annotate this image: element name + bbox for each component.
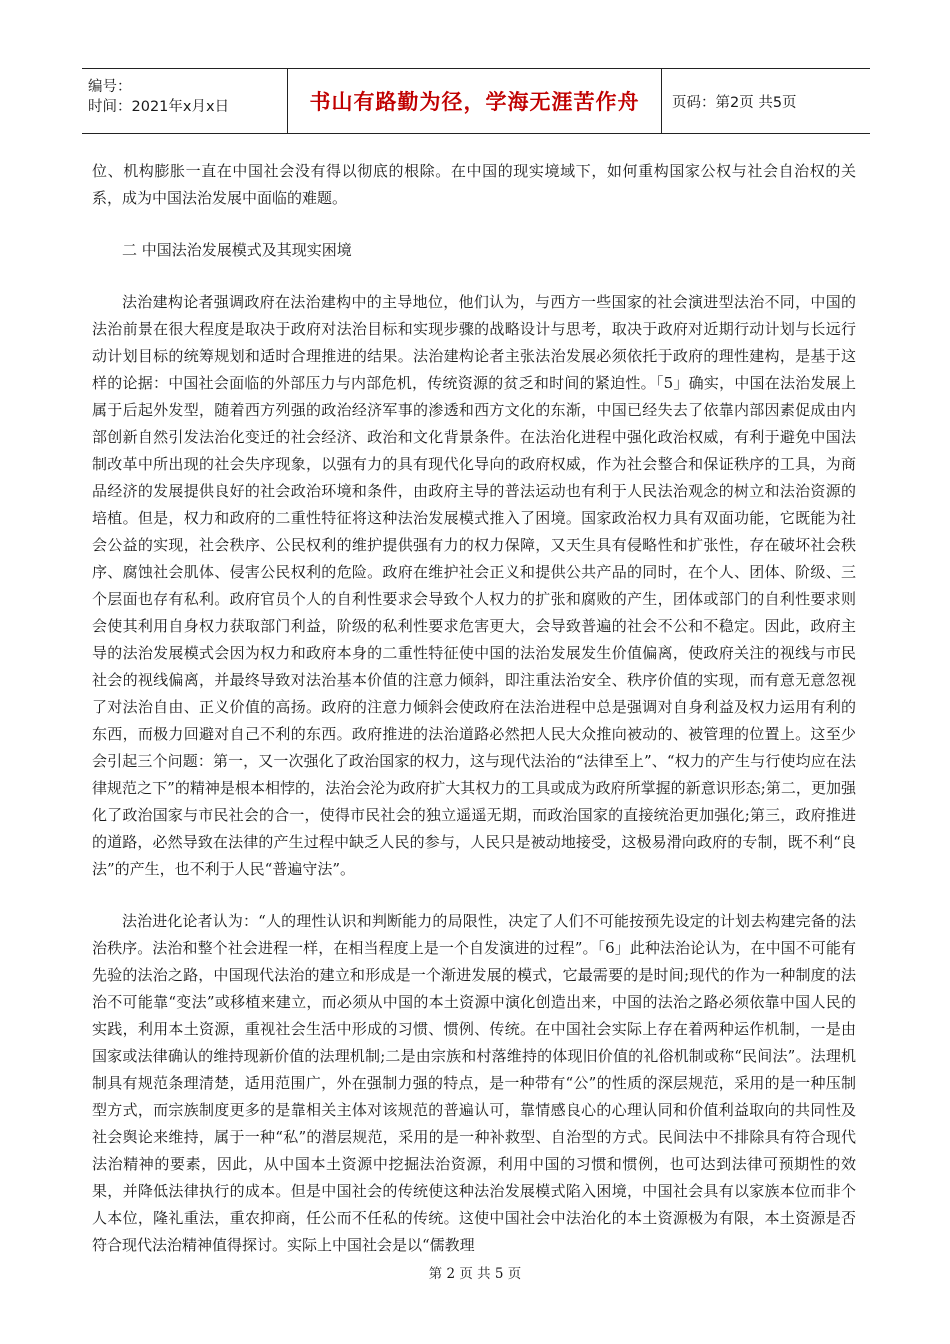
document-number-label: 编号：: [88, 79, 132, 95]
paragraph-continued: 位、机构膨胀一直在中国社会没有得以彻底的根除。在中国的现实境域下，如何重构国家公权与社会自治权的关系，成为中国法治发展中面临的难题。: [92, 162, 856, 207]
header-meta: [82, 69, 287, 133]
paragraph: 法治建构论者强调政府在法治建构中的主导地位，他们认为，与西方一些国家的社会演进型法治不同，中国的法治前景在很大程度是取决于政府对法治目标和实现步骤的战略设计与思考，取决于政府对近期行动计划与长远行动计划目标的统筹规划和适时合理推进的结果。法治建构论者主张法治发展必须依托于政府的理性建构，是基于这样的论据：中国社会面临的外部压力与内部危机，传统资源的贫乏和时间的紧迫性。「5」确实，中国在法治发展上属于后起外发型，随着西方列强的政治经济军事的渗透和西方文化的东渐，中国已经失去了依靠内部因素促成由内部创新自然引发法治化变迁的社会经济、政治和文化背景条件。在法治化进程中强化政治权威，有利于避免中国法制改革中所出现的社会失序现象，以强有力的具有现代化导向的政府权威，作为社会整合和保证秩序的工具，为商品经济的发展提供良好的社会政治环境和条件，由政府主导的普法运动也有利于人民法治观念的树立和法治资源的培植。但是，权力和政府的二重性特征将这种法治发展模式推入了困境。国家政治权力具有双面功能，它既能为社会公益的实现，社会秩序、公民权利的维护提供强有力的权力保障，又天生具有侵略性和扩张性，存在破坏社会秩序、腐蚀社会肌体、侵害公民权利的危险。政府在维护社会正义和提供公共产品的同时，在个人、团体、阶级、三个层面也存有私利。政府官员个人的自利性要求会导致个人权力的扩张和腐败的产生，团体或部门的自利性要求则会使其利用自身权力获取部门利益，阶级的私利性要求危害更大，会导致普遍的社会不公和不稳定。因此，政府主导的法治发展模式会因为权力和政府本身的二重性特征使中国的法治发展发生价值偏离，使政府关注的视线与市民社会的视线偏离，并最终导致对法治基本价值的注意力倾斜，即注重法治安全、秩序价值的实现，而有意无意忽视了对法治自由、正义价值的高扬。政府的注意力倾斜会使政府在法治进程中总是强调对自身利益及权力运用有利的东西，而极力回避对自己不利的东西。政府推进的法治道路必然把人民大众推向被动的、被管理的位置上。这至少会引起三个问题：第一，又一次强化了政治国家的权力，这与现代法治的“法律至上”、“权力的产生与行使均应在法律规范之下”的精神是根本相悖的，法治会沦为政府扩大其权力的工具或成为政府所掌握的新意识形态;第二，更加强化了政治国家与市民社会的合一，使得市民社会的独立遥遥无期，而政治国家的直接统治更加强化;第三，政府推进的道路，必然导致在法律的产生过程中缺乏人民的参与，人民只是被动地接受，这极易滑向政府的专制，既不利“良法”的产生，也不利于人民“普遍守法”。: [92, 293, 856, 878]
document-body: [92, 158, 856, 1259]
header-page-number: 页码：第2页 共5页: [672, 94, 797, 111]
paragraph: 法治进化论者认为：“人的理性认识和判断能力的局限性，决定了人们不可能按预先设定的计划去构建完备的法治秩序。法治和整个社会进程一样，在相当程度上是一个自发演进的过程”。「6」此种法治论认为，在中国不可能有先验的法治之路，中国现代法治的建立和形成是一个渐进发展的模式，它最需要的是时间;现代的作为一种制度的法治不可能靠“变法”或移植来建立，而必须从中国的本土资源中演化创造出来，中国的法治之路必须依靠中国人民的实践，利用本土资源，重视社会生活中形成的习惯、惯例、传统。在中国社会实际上存在着两种运作机制，一是由国家或法律确认的维持现新价值的法理机制;二是由宗族和村落维持的体现旧价值的礼俗机制或称“民间法”。法理机制具有规范条理清楚，适用范围广，外在强制力强的特点，是一种带有“公”的性质的深层规范，采用的是一种压制型方式，而宗族制度更多的是靠相关主体对该规范的普遍认可，靠情感良心的心理认同和价值利益取向的共同性及社会舆论来维持，属于一种“私”的潜层规范，采用的是一种补救型、自治型的方式。民间法中不排除具有符合现代法治精神的要素，因此，从中国本土资源中挖掘法治资源，利用中国的习惯和惯例，也可达到法律可预期性的效果，并降低法律执行的成本。但是中国社会的传统使这种法治发展模式陷入困境，中国社会具有以家族本位而非个人本位，隆礼重法，重农抑商，任公而不任私的传统。这使中国社会中法治化的本土资源极为有限，本土资源是否符合现代法治精神值得探讨。实际上中国社会是以“儒教理: [92, 912, 856, 1254]
page-header: [82, 68, 870, 134]
document-date-label: 时间：2021年x月x日: [88, 99, 230, 115]
section-heading: 二 中国法治发展模式及其现实困境: [122, 241, 352, 259]
header-motto: 书山有路勤为径，学海无涯苦作舟: [287, 69, 662, 133]
page-footer: 第 2 页 共 5 页: [428, 1266, 522, 1282]
